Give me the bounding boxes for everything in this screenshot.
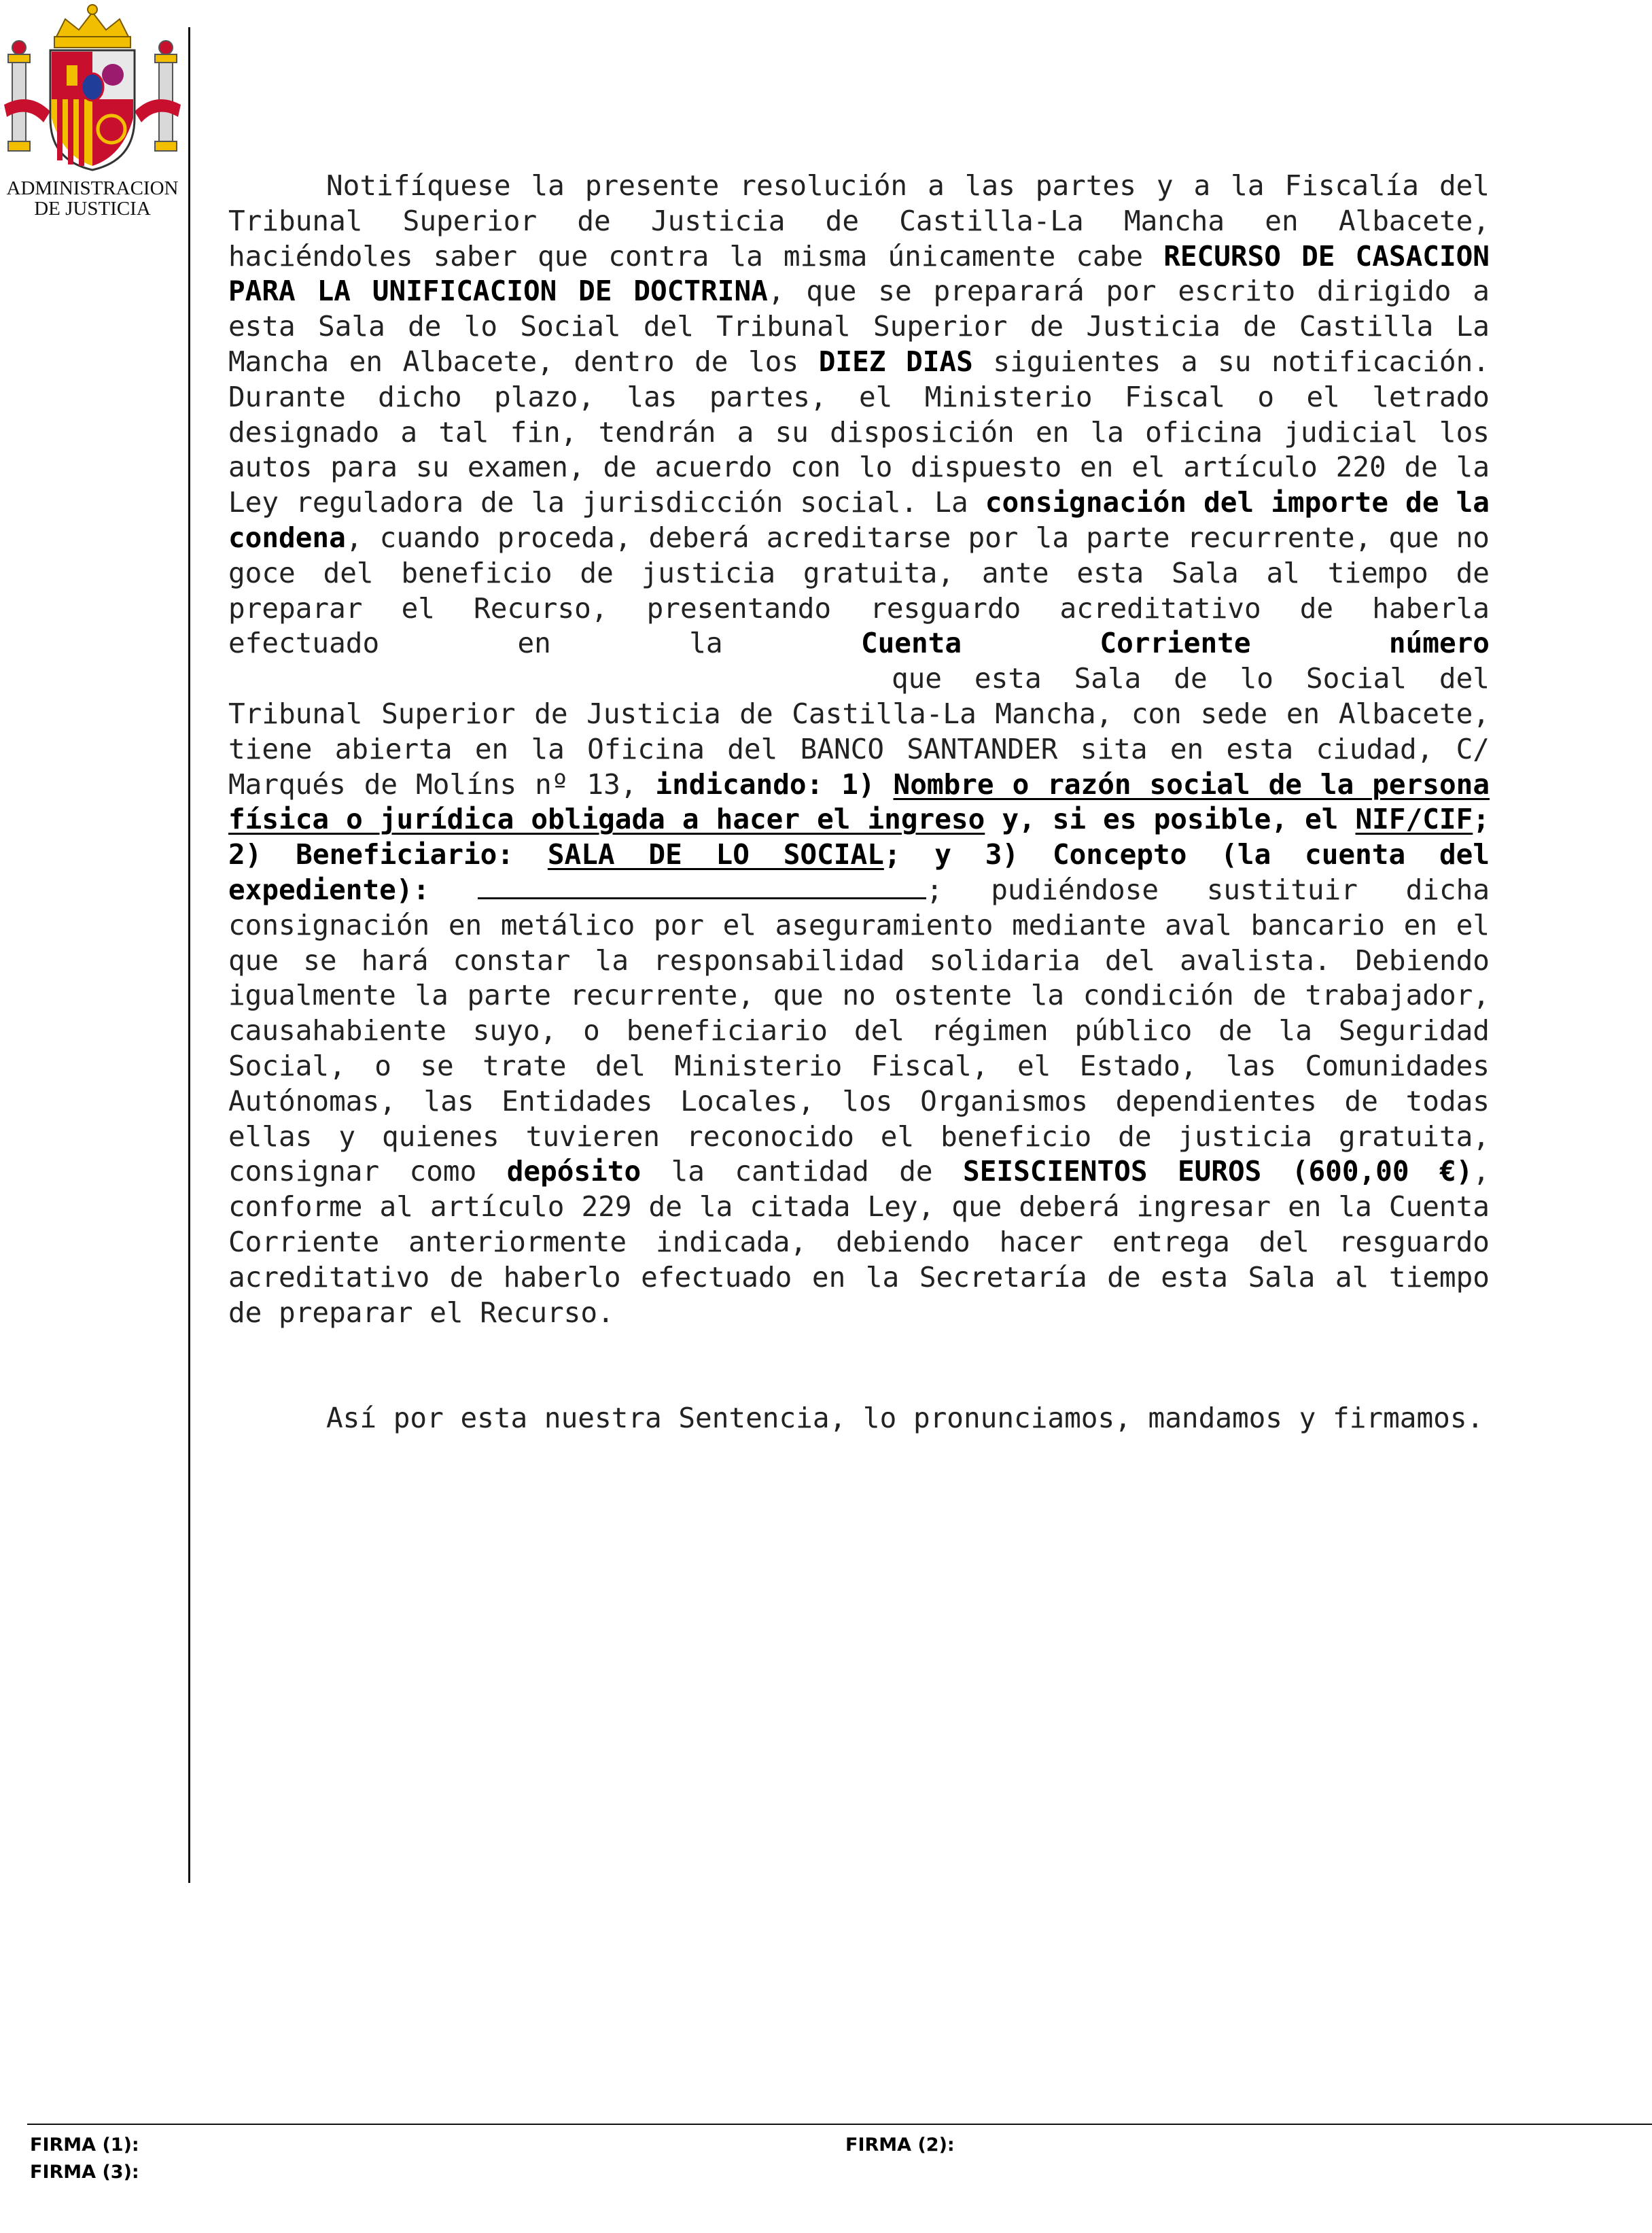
body-text-span: ; pudiéndose sustituir dicha consignación en metálico por el aseguramiento mediante aval bancario en el que se hará constar la responsabilidad solidaria del avalista. Debiendo igualmente la parte recurrente, que no ostente la condición de trabajador, causahabiente suyo, o beneficiario del régimen público de la Seguridad Social, o se trate del Ministerio Fiscal, el Estado, las Comunidades Autónomas, las Entidades Locales, los Organismos dependientes de todas ellas y quienes tuvieren reconocido el beneficio de justicia gratuita, consignar como — [228, 873, 1490, 1188]
body-text-span: Notifíquese la presente resolución a las partes y a la Fiscalía del Tribunal Superior de Justicia de Castilla-La Mancha en Albacete, haciéndoles saber que contra la misma únicamente cabe — [228, 169, 1490, 273]
consignacion-bold: consignación del importe de la condena — [228, 486, 1490, 554]
closing-paragraph: Así por esta nuestra Sentencia, lo pronunciamos, mandamos y firmamos. — [326, 1402, 1484, 1435]
beneficiario-bold: ; 2) Beneficiario: — [228, 803, 1490, 871]
firma-3-label: FIRMA (3): — [30, 2162, 139, 2183]
margin-rule — [188, 27, 190, 1883]
org-name-line1: ADMINISTRACION — [6, 177, 179, 199]
recurso-casacion-bold: RECURSO DE CASACION PARA LA UNIFICACION DE DOCTRINA — [228, 239, 1490, 308]
spain-coat-of-arms-icon — [3, 3, 182, 179]
nombre-razon-social-underlined: Nombre o razón social de la persona física o jurídica obligada a hacer el ingreso — [228, 767, 1490, 836]
body-text-span: la cantidad de — [641, 1155, 964, 1188]
cuenta-corriente-bold: Cuenta Corriente número — [860, 627, 1490, 660]
deposito-bold: depósito — [506, 1155, 642, 1188]
concepto-blank-line — [478, 873, 926, 899]
concepto-bold: ; y 3) Concepto (la cuenta del expediente): — [228, 838, 1490, 906]
document-body — [228, 169, 1490, 1436]
firma-2-label: FIRMA (2): — [845, 2134, 955, 2156]
indicando-bold: indicando: 1) — [655, 767, 894, 801]
notification-paragraph — [228, 169, 1490, 1330]
org-name-line2: DE JUSTICIA — [34, 198, 151, 220]
body-text-span: , que se preparará por escrito dirigido a esta Sala de lo Social del Tribunal Superior de Justicia de Castilla La Mancha en Albacete, dentro de los — [228, 275, 1490, 378]
si-es-posible-bold: y, si es posible, el — [985, 803, 1356, 836]
firma-1-label: FIRMA (1): — [30, 2134, 139, 2156]
footer-rule — [27, 2124, 1652, 2125]
body-text-span: siguientes a su notificación. Durante dicho plazo, las partes, el Ministerio Fiscal o el letrado designado a tal fin, tendrán a su disposición en la oficina judicial los autos para su examen, de acuerdo con lo dispuesto en el artículo 220 de la Ley reguladora de la jurisdicción social. La — [228, 345, 1490, 519]
nif-cif-underlined: NIF/CIF — [1355, 803, 1473, 836]
body-text-span: que esta Sala de lo Social del Tribunal Superior de Justicia de Castilla-La Mancha, con sede en Albacete, tiene abierta en la Oficina del BANCO SANTANDER sita en esta ciudad, C/ Marqués de Molíns nº 13, — [228, 662, 1490, 801]
body-text-span: , conforme al artículo 229 de la citada Ley, que deberá ingresar en la Cuenta Corriente anteriormente indicada, debiendo hacer entrega del resguardo acreditativo de haberlo efectuado en la Secretaría de esta Sala al tiempo de preparar el Recurso. — [228, 1155, 1490, 1329]
seiscientos-euros-bold: SEISCIENTOS EUROS (600,00 €) — [963, 1155, 1473, 1188]
body-text-span: , cuando proceda, deberá acreditarse por la parte recurrente, que no goce del beneficio de justicia gratuita, ante esta Sala al tiempo de preparar el Recurso, presentando resguardo acreditativo de haberla efectuado en la — [228, 521, 1490, 660]
sala-de-lo-social-underlined: SALA DE LO SOCIAL — [547, 838, 884, 871]
diez-dias-bold: DIEZ DIAS — [818, 345, 973, 378]
